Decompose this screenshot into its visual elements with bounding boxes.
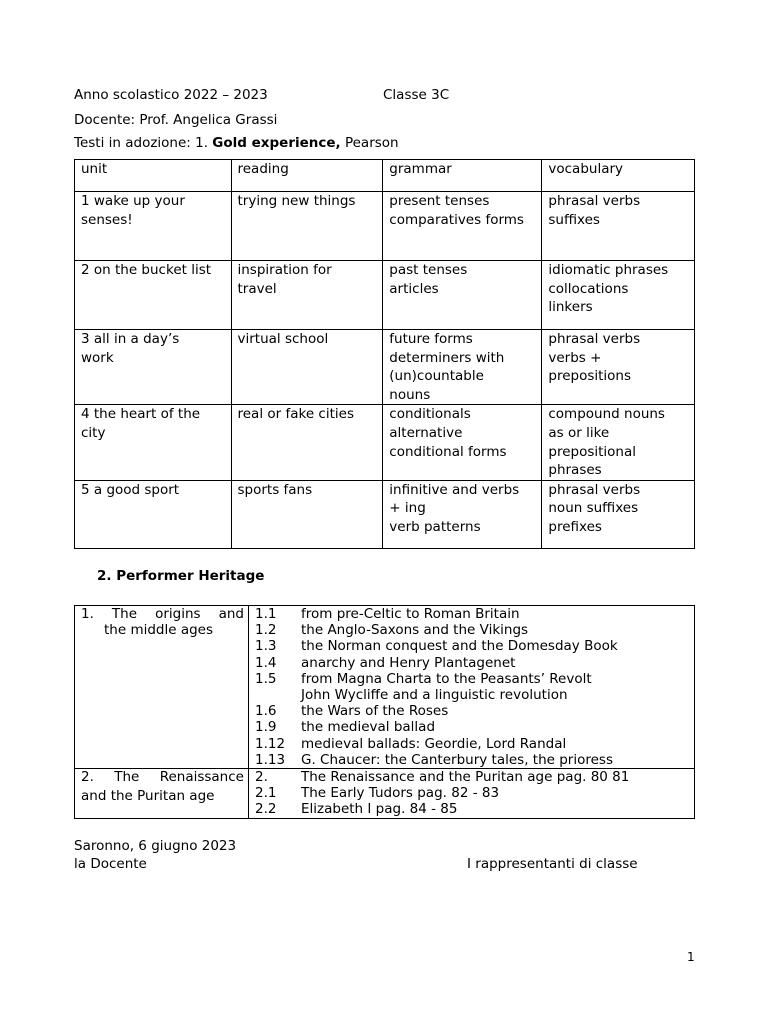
cell-unit: [75, 261, 232, 330]
cell-unit: [75, 192, 232, 261]
topic-1-line1: [81, 606, 244, 622]
cell-reading: [231, 192, 383, 261]
item-text: medieval ballads: Geordie, Lord Randal: [301, 735, 567, 752]
cell-line: as or like: [548, 424, 610, 441]
cell-line: phrases: [548, 462, 602, 479]
cell-line: + ing: [389, 500, 426, 517]
cell-line: real or fake cities: [237, 406, 354, 423]
header-unit: unit: [75, 160, 232, 192]
heritage-table: [74, 605, 695, 819]
section2-title: 2. Performer Heritage: [97, 568, 265, 584]
cell-vocabulary: [542, 405, 695, 480]
cell-line: suffixes: [548, 211, 600, 228]
cell-line: travel: [237, 280, 277, 297]
list-item: [255, 703, 690, 719]
cell-line: noun suffixes: [548, 500, 639, 517]
topic-2-word: Renaissance: [159, 769, 244, 786]
item-text: the Anglo-Saxons and the Vikings: [301, 622, 529, 639]
cell-line: senses!: [81, 211, 133, 228]
cell-line: phrasal verbs: [548, 193, 641, 209]
item-text: Elizabeth I pag. 84 - 85: [301, 801, 458, 818]
cell-grammar: [383, 192, 542, 261]
table-row: [75, 192, 695, 261]
cell-unit: [75, 330, 232, 405]
topic-2-word: The: [114, 769, 140, 786]
item-text: The Early Tudors pag. 82 - 83: [301, 785, 500, 802]
cell-grammar: [383, 261, 542, 330]
cell-reading: [231, 261, 383, 330]
table-row: [75, 330, 695, 405]
heritage-row-1: [75, 606, 695, 769]
item-number: 2.1: [255, 785, 277, 802]
item-number: 1.13: [255, 751, 286, 768]
cell-unit: [75, 405, 232, 480]
topic-2-line2: and the Puritan age: [81, 788, 215, 805]
cell-line: future forms: [389, 331, 473, 347]
cell-line: 5 a good sport: [81, 481, 180, 498]
cell-line: articles: [389, 280, 439, 297]
item-text: the Norman conquest and the Domesday Book: [301, 638, 618, 655]
textbooks-line: [74, 135, 399, 151]
item-text: the Wars of the Roses: [301, 703, 449, 720]
cell-reading: [231, 330, 383, 405]
cell-line: trying new things: [237, 193, 356, 209]
cell-reading: [231, 480, 383, 548]
cell-vocabulary: [542, 261, 695, 330]
cell-grammar: [383, 405, 542, 480]
item-number: 2.2: [255, 801, 277, 818]
item-number: 1.2: [255, 622, 277, 639]
list-item: [255, 687, 690, 703]
item-number: 1.3: [255, 638, 277, 655]
item-text: anarchy and Henry Plantagenet: [301, 654, 516, 671]
header-reading: reading: [231, 160, 383, 192]
topic-1-num: 1.: [81, 606, 94, 622]
cell-grammar: [383, 330, 542, 405]
cell-line: phrasal verbs: [548, 481, 641, 498]
item-text: John Wycliffe and a linguistic revolution: [301, 687, 568, 704]
cell-line: virtual school: [237, 331, 329, 347]
topic-1-word: The: [111, 606, 138, 622]
cell-line: (un)countable: [389, 368, 484, 385]
cell-line: 3 all in a day’s: [81, 331, 180, 347]
list-item: [255, 671, 690, 687]
place-date: Saronno, 6 giugno 2023: [74, 838, 237, 854]
cell-line: 2 on the bucket list: [81, 262, 212, 278]
cell-line: idiomatic phrases: [548, 262, 669, 278]
topic-2-line1: [81, 769, 244, 785]
list-item: [255, 736, 690, 752]
representatives-signature-label: I rappresentanti di classe: [467, 856, 638, 872]
cell-line: conditionals: [389, 406, 471, 423]
cell-line: prepositional: [548, 443, 636, 460]
table-row: [75, 261, 695, 330]
cell-line: work: [81, 349, 114, 366]
cell-line: collocations: [548, 280, 629, 297]
cell-line: city: [81, 424, 106, 441]
cell-reading: [231, 405, 383, 480]
cell-line: nouns: [389, 386, 431, 403]
list-item: [255, 719, 690, 735]
cell-line: alternative: [389, 424, 463, 441]
list-item: [255, 769, 690, 785]
item-number: 1.4: [255, 654, 277, 671]
item-text: the medieval ballad: [301, 719, 436, 736]
topic-2-num: 2.: [81, 769, 94, 786]
cell-line: verb patterns: [389, 518, 481, 535]
topic-1-word: origins: [155, 606, 201, 622]
textbooks-prefix: Testi in adozione: 1.: [74, 135, 213, 151]
item-text: from Magna Charta to the Peasants’ Revolt: [301, 670, 592, 687]
item-number: 1.12: [255, 735, 286, 752]
item-number: 1.1: [255, 606, 277, 622]
item-number: 1.9: [255, 719, 277, 736]
heritage-items-1: [249, 606, 695, 769]
item-text: The Renaissance and the Puritan age pag. 80 81: [301, 769, 630, 786]
list-item: [255, 752, 690, 768]
table-header-row: [75, 160, 695, 192]
cell-line: present tenses: [389, 193, 490, 209]
list-item: [255, 638, 690, 654]
cell-line: past tenses: [389, 262, 468, 278]
cell-line: compound nouns: [548, 406, 665, 423]
list-item: [255, 606, 690, 622]
cell-line: prepositions: [548, 368, 632, 385]
cell-unit: [75, 480, 232, 548]
cell-line: phrasal verbs: [548, 331, 641, 347]
school-year: Anno scolastico 2022 – 2023: [74, 87, 268, 103]
item-text: G. Chaucer: the Canterbury tales, the prioress: [301, 751, 613, 768]
header-grammar: grammar: [383, 160, 542, 192]
cell-line: determiners with: [389, 349, 505, 366]
units-table: [74, 159, 695, 549]
cell-line: comparatives forms: [389, 211, 524, 228]
cell-line: sports fans: [237, 481, 313, 498]
cell-line: 4 the heart of the: [81, 406, 201, 423]
list-item: [255, 801, 690, 817]
cell-line: infinitive and verbs: [389, 481, 520, 498]
cell-vocabulary: [542, 192, 695, 261]
cell-line: conditional forms: [389, 443, 507, 460]
item-number: 2.: [255, 769, 268, 786]
list-item: [255, 655, 690, 671]
textbook-publisher: Pearson: [340, 135, 399, 151]
item-number: 1.5: [255, 670, 277, 687]
cell-line: inspiration for: [237, 262, 332, 278]
list-item: [255, 785, 690, 801]
header-vocabulary: vocabulary: [542, 160, 695, 192]
list-item: [255, 622, 690, 638]
teacher-signature-label: la Docente: [74, 856, 147, 872]
textbook-title: Gold experience,: [212, 135, 341, 151]
cell-grammar: [383, 480, 542, 548]
page-number: 1: [687, 950, 695, 964]
cell-line: prefixes: [548, 518, 602, 535]
heritage-items-2: [249, 769, 695, 819]
cell-vocabulary: [542, 480, 695, 548]
table-row: [75, 480, 695, 548]
cell-line: verbs +: [548, 349, 602, 366]
item-text: from pre-Celtic to Roman Britain: [301, 606, 520, 622]
topic-1-line2: the middle ages: [104, 622, 214, 639]
item-number: 1.6: [255, 703, 277, 720]
cell-line: linkers: [548, 299, 593, 316]
teacher-line: Docente: Prof. Angelica Grassi: [74, 112, 278, 128]
cell-line: 1 wake up your: [81, 193, 185, 209]
class-label: Classe 3C: [383, 87, 450, 103]
heritage-topic-1: [75, 606, 249, 769]
heritage-topic-2: [75, 769, 249, 819]
topic-1-word: and: [218, 606, 244, 622]
heritage-row-2: [75, 769, 695, 819]
table-row: [75, 405, 695, 480]
cell-vocabulary: [542, 330, 695, 405]
